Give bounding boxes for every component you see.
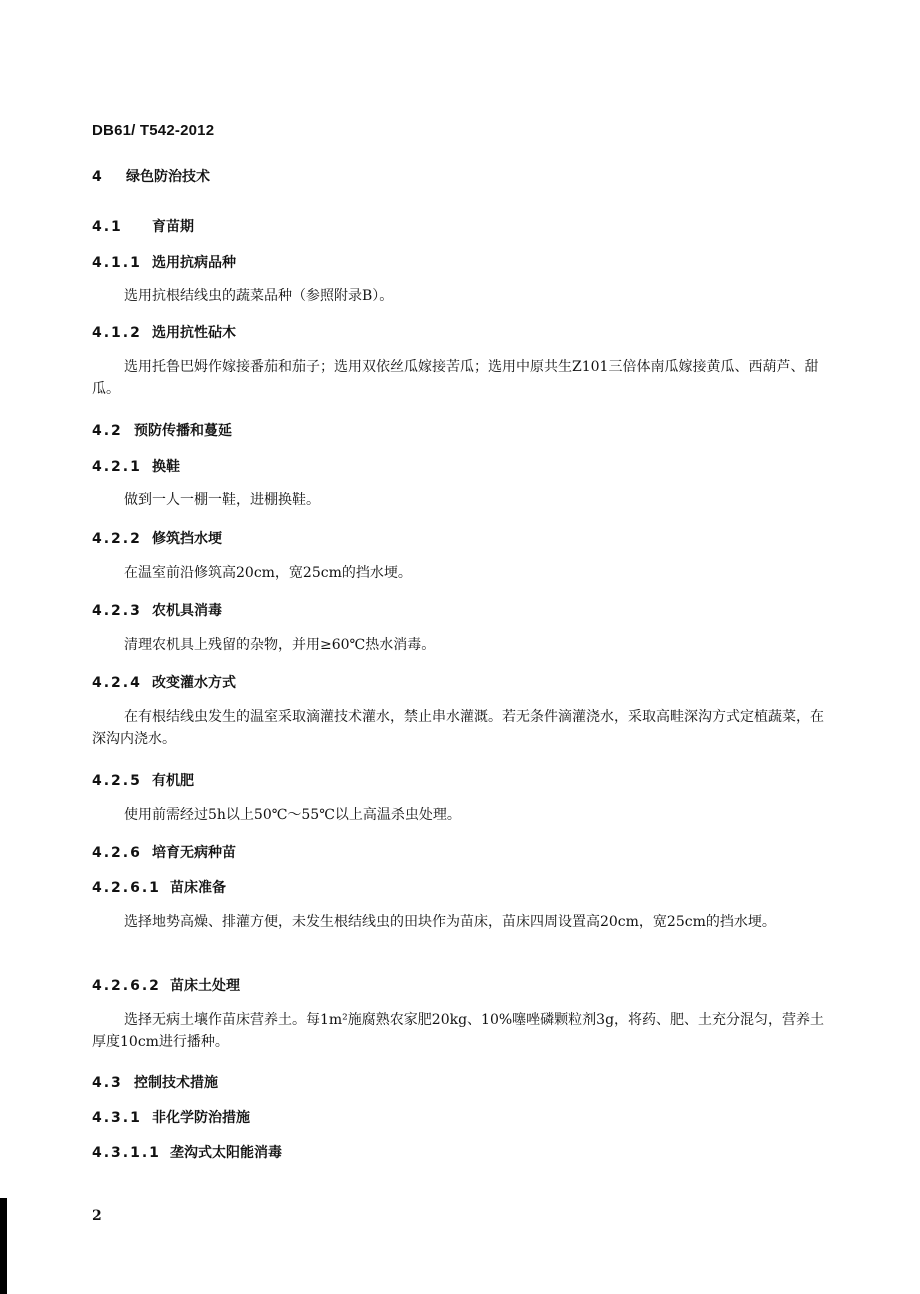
section-heading	[92, 1142, 282, 1162]
section-number: 4.2.6.1	[92, 880, 161, 896]
section-title: 培育无病种苗	[152, 845, 236, 861]
section-heading	[92, 322, 236, 342]
section-title: 控制技术措施	[134, 1075, 218, 1091]
section-number: 4.3	[92, 1075, 123, 1091]
section-number: 4.3.1.1	[92, 1145, 161, 1161]
section-number: 4.2.3	[92, 603, 142, 619]
section-title: 绿色防治技术	[126, 169, 210, 185]
section-heading	[92, 456, 180, 476]
section-title: 修筑挡水埂	[152, 531, 222, 547]
section-heading	[92, 672, 236, 692]
paragraph: 做到一人一棚一鞋，进棚换鞋。	[124, 492, 320, 508]
section-number: 4.2.5	[92, 773, 142, 789]
section-number: 4	[92, 169, 104, 185]
paragraph: 清理农机具上残留的杂物，并用≥60℃热水消毒。	[124, 637, 436, 653]
section-number: 4.2.6.2	[92, 978, 161, 994]
section-number: 4.1.1	[92, 255, 142, 271]
section-heading	[92, 842, 236, 862]
section-heading	[92, 1072, 218, 1092]
section-title: 预防传播和蔓延	[134, 423, 232, 439]
section-title: 苗床土处理	[170, 978, 240, 994]
section-heading	[92, 877, 226, 897]
section-heading	[92, 528, 222, 548]
section-number: 4.2	[92, 423, 123, 439]
section-title: 农机具消毒	[152, 603, 222, 619]
section-heading	[92, 770, 194, 790]
section-title: 选用抗性砧木	[152, 325, 236, 341]
section-number: 4.3.1	[92, 1110, 142, 1126]
section-title: 改变灌水方式	[152, 675, 236, 691]
paragraph: 选用抗根结线虫的蔬菜品种（参照附录B）。	[124, 288, 394, 304]
section-number: 4.2.6	[92, 845, 142, 861]
section-number: 4.2.1	[92, 459, 142, 475]
section-heading	[92, 1107, 250, 1127]
section-title: 选用抗病品种	[152, 255, 236, 271]
paragraph: 选择地势高燥、排灌方便，未发生根结线虫的田块作为苗床，苗床四周设置高20cm，宽25cm的挡水埂。	[124, 914, 776, 930]
document-code: DB61/ T542-2012	[92, 122, 215, 139]
section-heading	[92, 166, 210, 186]
section-number: 4.1	[92, 219, 123, 235]
section-title: 有机肥	[152, 773, 194, 789]
section-heading	[92, 420, 232, 440]
paragraph: 选用托鲁巴姆作嫁接番茄和茄子；选用双依丝瓜嫁接苦瓜；选用中原共生Z101三倍体南瓜嫁接黄瓜、西葫芦、甜瓜。	[92, 359, 819, 397]
section-title: 换鞋	[152, 459, 180, 475]
section-heading	[92, 252, 236, 272]
section-title: 苗床准备	[170, 880, 226, 896]
section-number: 4.2.2	[92, 531, 142, 547]
section-heading	[92, 600, 222, 620]
section-heading	[92, 216, 194, 236]
paragraph: 选择无病土壤作苗床营养土。每1m²施腐熟农家肥20kg、10%噻唑磷颗粒剂3g，将药、肥、土充分混匀，营养土厚度10cm进行播种。	[92, 1012, 825, 1050]
paragraph: 在温室前沿修筑高20cm，宽25cm的挡水埂。	[124, 565, 412, 581]
section-title: 垄沟式太阳能消毒	[170, 1145, 282, 1161]
section-number: 4.1.2	[92, 325, 142, 341]
paragraph: 使用前需经过5h以上50℃～55℃以上高温杀虫处理。	[124, 807, 461, 823]
paragraph: 在有根结线虫发生的温室采取滴灌技术灌水，禁止串水灌溉。若无条件滴灌浇水，采取高畦深沟方式定植蔬菜，在深沟内浇水。	[92, 709, 824, 747]
section-heading	[92, 975, 240, 995]
page-number: 2	[92, 1208, 102, 1224]
scan-edge-mark	[0, 1198, 7, 1294]
section-title: 育苗期	[152, 219, 194, 235]
section-title: 非化学防治措施	[152, 1110, 250, 1126]
section-number: 4.2.4	[92, 675, 142, 691]
